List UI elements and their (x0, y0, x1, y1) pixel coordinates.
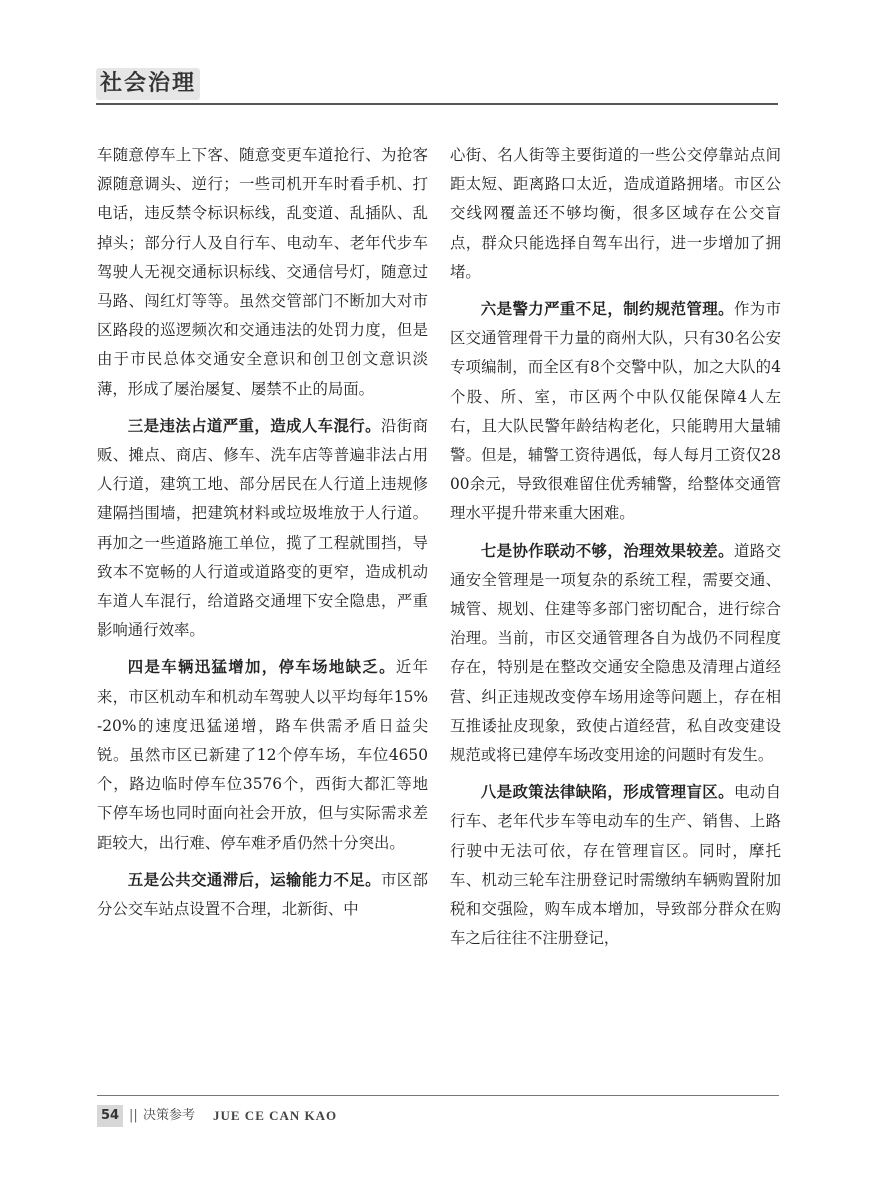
footer-separator: || (129, 1108, 138, 1123)
paragraph-text: 车随意停车上下客、随意变更车道抢行、为抢客源随意调头、逆行；一些司机开车时看手机、打电话，违反禁令标识标线，乱变道、乱插队、乱掉头；部分行人及自行车、电动车、老年代步车驾驶人无视交通标识标线、交通信号灯，随意过马路、闯红灯等等。虽然交管部门不断加大对市区路段的巡逻频次和交通违法的处罚力度，但是由于市民总体交通安全意识和创卫创文意识淡薄，形成了屡治屡复、屡禁不止的局面。 (97, 146, 428, 398)
paragraph-lead: 四是车辆迅猛增加，停车场地缺乏。 (127, 658, 396, 677)
paragraph-text: 市区部分公交车站点设置不合理，北新街、中 (97, 870, 428, 919)
paragraph-lead: 七是协作联动不够，治理效果较差。 (480, 541, 734, 560)
footer-rule (97, 1095, 779, 1096)
paragraph-text: 作为市区交通管理骨干力量的商州大队，只有30名公安专项编制，而全区有8个交警中队，加之大队的4个股、所、室，市区两个中队仅能保障4人左右，且大队民警年龄结构老化，只能聘用大量辅警。但是，辅警工资待遇低，每人每月工资仅2800余元，导致很难留住优秀辅警，给整体交通管理水平提升带来重大困难。 (450, 300, 781, 523)
paragraph-seven (450, 537, 781, 771)
paragraph-text: 电动自行车、老年代步车等电动车的生产、销售、上路行驶中无法可依，存在管理盲区。同时，摩托车、机动三轮车注册登记时需缴纳车辆购置附加税和交强险，购车成本增加，导致部分群众在购车之后往往不注册登记， (450, 783, 781, 948)
paragraph-six (450, 295, 781, 529)
paragraph-text: 近年来，市区机动车和机动车驾驶人以平均每年15%-20%的速度迅猛递增，路车供需矛盾日益尖锐。虽然市区已新建了12个停车场，车位4650个，路边临时停车位3576个，西街大都汇等地下停车场也同时面向社会开放，但与实际需求差距较大，出行难、停车难矛盾仍然十分突出。 (97, 658, 428, 852)
publication-name-en: JUE CE CAN KAO (213, 1108, 338, 1123)
section-header (96, 66, 778, 106)
paragraph-four (97, 653, 428, 857)
paragraph-five (97, 866, 428, 924)
paragraph-text: 心街、名人街等主要街道的一些公交停靠站点间距太短、距离路口太近，造成道路拥堵。市区公交线网覆盖还不够均衡，很多区域存在公交盲点，群众只能选择自驾车出行，进一步增加了拥堵。 (450, 146, 781, 281)
left-column (97, 141, 428, 924)
header-rule (96, 103, 778, 105)
page-number: 54 (97, 1105, 123, 1127)
paragraph-text: 沿街商贩、摊点、商店、修车、洗车店等普遍非法占用人行道，建筑工地、部分居民在人行道上违规修建隔挡围墙，把建筑材料或垃圾堆放于人行道。再加之一些道路施工单位，揽了工程就围挡，导致本不宽畅的人行道或道路变的更窄，造成机动车道人车混行，给道路交通埋下安全隐患，严重影响通行效率。 (97, 416, 428, 640)
paragraph-lead: 三是违法占道严重，造成人车混行。 (127, 416, 381, 435)
paragraph-lead: 五是公共交通滞后，运输能力不足。 (127, 870, 381, 889)
paragraph-continued (97, 141, 428, 404)
section-title: 社会治理 (96, 68, 200, 100)
page-footer (97, 1095, 779, 1135)
paragraph-lead: 八是政策法律缺陷，形成管理盲区。 (480, 783, 734, 802)
paragraph-eight (450, 778, 781, 953)
publication-name-cn: 决策参考 (143, 1108, 196, 1123)
paragraph-continued (450, 141, 781, 287)
paragraph-text: 道路交通安全管理是一项复杂的系统工程，需要交通、城管、规划、住建等多部门密切配合，进行综合治理。当前，市区交通管理各自为战仍不同程度存在，特别是在整改交通安全隐患及清理占道经营、纠正违规改变停车场用途等问题上，存在相互推诿扯皮现象，致使占道经营，私自改变建设规范或将已建停车场改变用途的问题时有发生。 (450, 541, 781, 765)
paragraph-lead: 六是警力严重不足，制约规范管理。 (480, 300, 734, 319)
paragraph-three (97, 412, 428, 646)
right-column (450, 141, 781, 953)
